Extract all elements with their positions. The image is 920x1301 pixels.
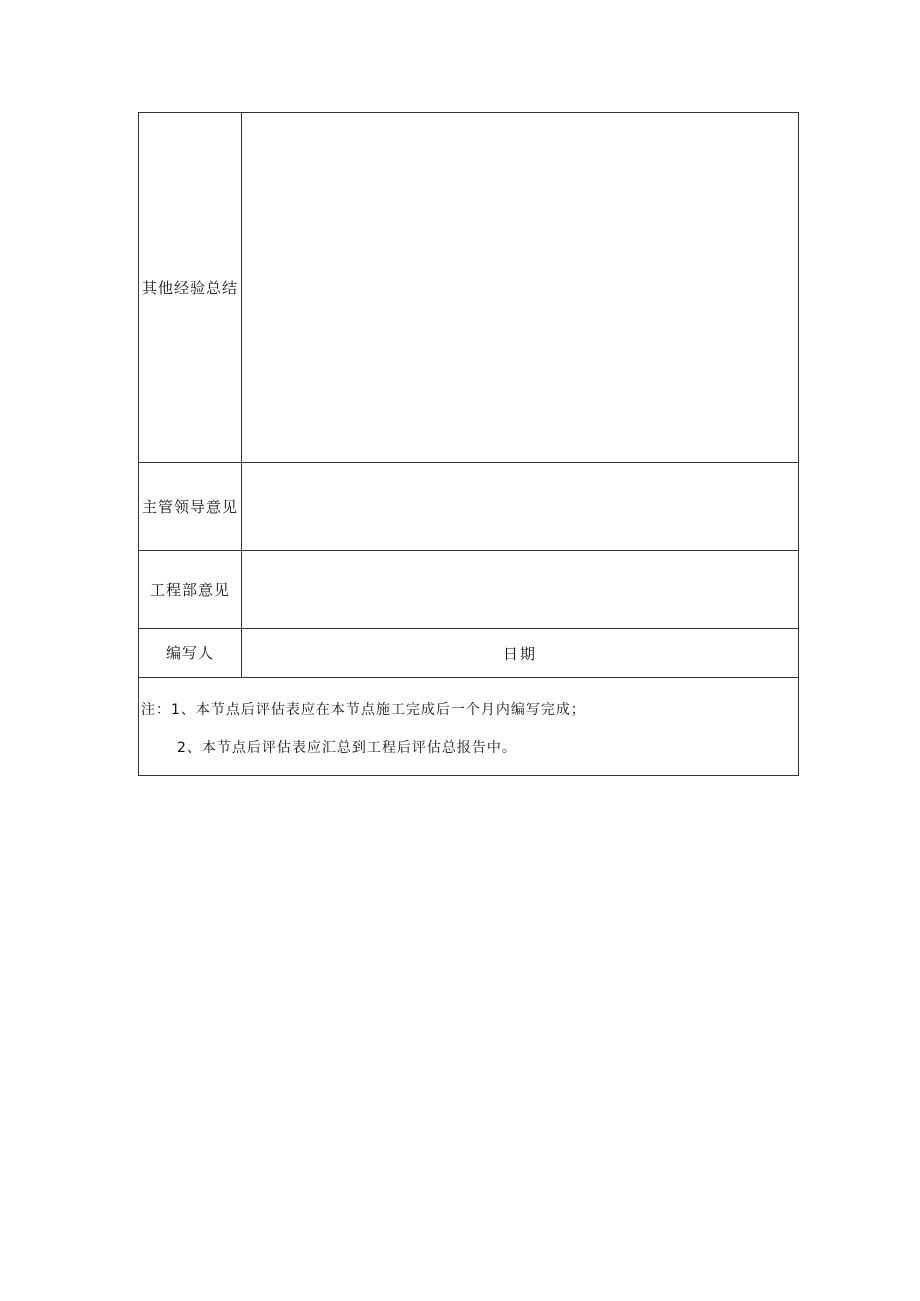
evaluation-form-table xyxy=(138,112,799,776)
date-label: 日期 xyxy=(242,629,799,678)
summary-row xyxy=(139,113,799,463)
leader-opinion-label: 主管领导意见 xyxy=(139,463,242,551)
summary-label: 其他经验总结 xyxy=(139,113,242,463)
note-line-1: 注：1、本节点后评估表应在本节点施工完成后一个月内编写完成； xyxy=(141,702,586,718)
dept-opinion-row xyxy=(139,551,799,629)
notes-cell xyxy=(139,678,799,776)
dept-opinion-label: 工程部意见 xyxy=(139,551,242,629)
notes-row xyxy=(139,678,799,776)
dept-opinion-field[interactable] xyxy=(242,551,799,629)
leader-opinion-row xyxy=(139,463,799,551)
summary-content-field[interactable] xyxy=(242,113,799,463)
leader-opinion-field[interactable] xyxy=(242,463,799,551)
writer-row xyxy=(139,629,799,678)
note-line-2: 2、本节点后评估表应汇总到工程后评估总报告中。 xyxy=(177,740,517,756)
writer-label: 编写人 xyxy=(139,629,242,678)
